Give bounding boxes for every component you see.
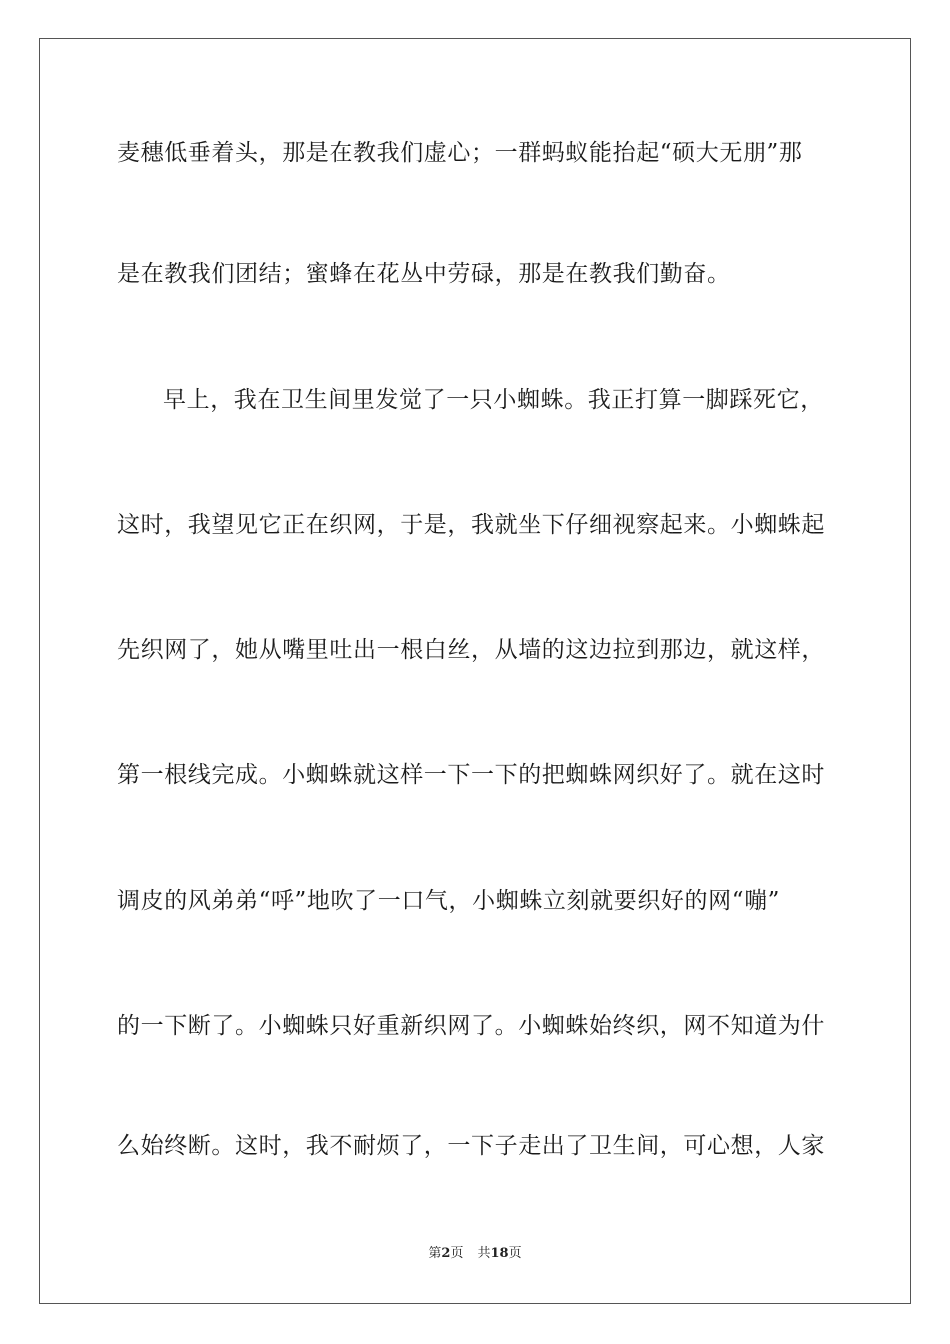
text-line: 么始终断。这时，我不耐烦了，一下子走出了卫生间，可心想，人家 — [117, 1133, 825, 1159]
text-line: 的一下断了。小蜘蛛只好重新织网了。小蜘蛛始终织，网不知道为什 — [117, 1013, 825, 1039]
page-suffix: 页 — [450, 1246, 464, 1261]
total-suffix: 页 — [508, 1246, 522, 1261]
text-line: 先织网了，她从嘴里吐出一根白丝，从墙的这边拉到那边，就这样， — [117, 637, 825, 663]
text-line: 麦穗低垂着头，那是在教我们虚心；一群蚂蚁能抬起“硕大无朋”那 — [117, 140, 803, 166]
text-line: 这时，我望见它正在织网，于是，我就坐下仔细视察起来。小蜘蛛起 — [117, 512, 825, 538]
paragraph-start-line: 早上，我在卫生间里发觉了一只小蜘蛛。我正打算一脚踩死它， — [163, 387, 824, 413]
page-border — [39, 38, 911, 1304]
text-line: 第一根线完成。小蜘蛛就这样一下一下的把蜘蛛网织好了。就在这时 — [117, 762, 825, 788]
total-prefix: 共 — [477, 1246, 491, 1261]
page-footer — [0, 1246, 950, 1262]
page-prefix: 第 — [428, 1246, 442, 1261]
total-pages: 18 — [490, 1246, 509, 1261]
text-line: 是在教我们团结；蜜蜂在花丛中劳碌，那是在教我们勤奋。 — [117, 261, 731, 287]
page-number: 2 — [441, 1246, 451, 1261]
text-line: 调皮的风弟弟“呼”地吹了一口气，小蜘蛛立刻就要织好的网“嘣” — [117, 888, 781, 914]
